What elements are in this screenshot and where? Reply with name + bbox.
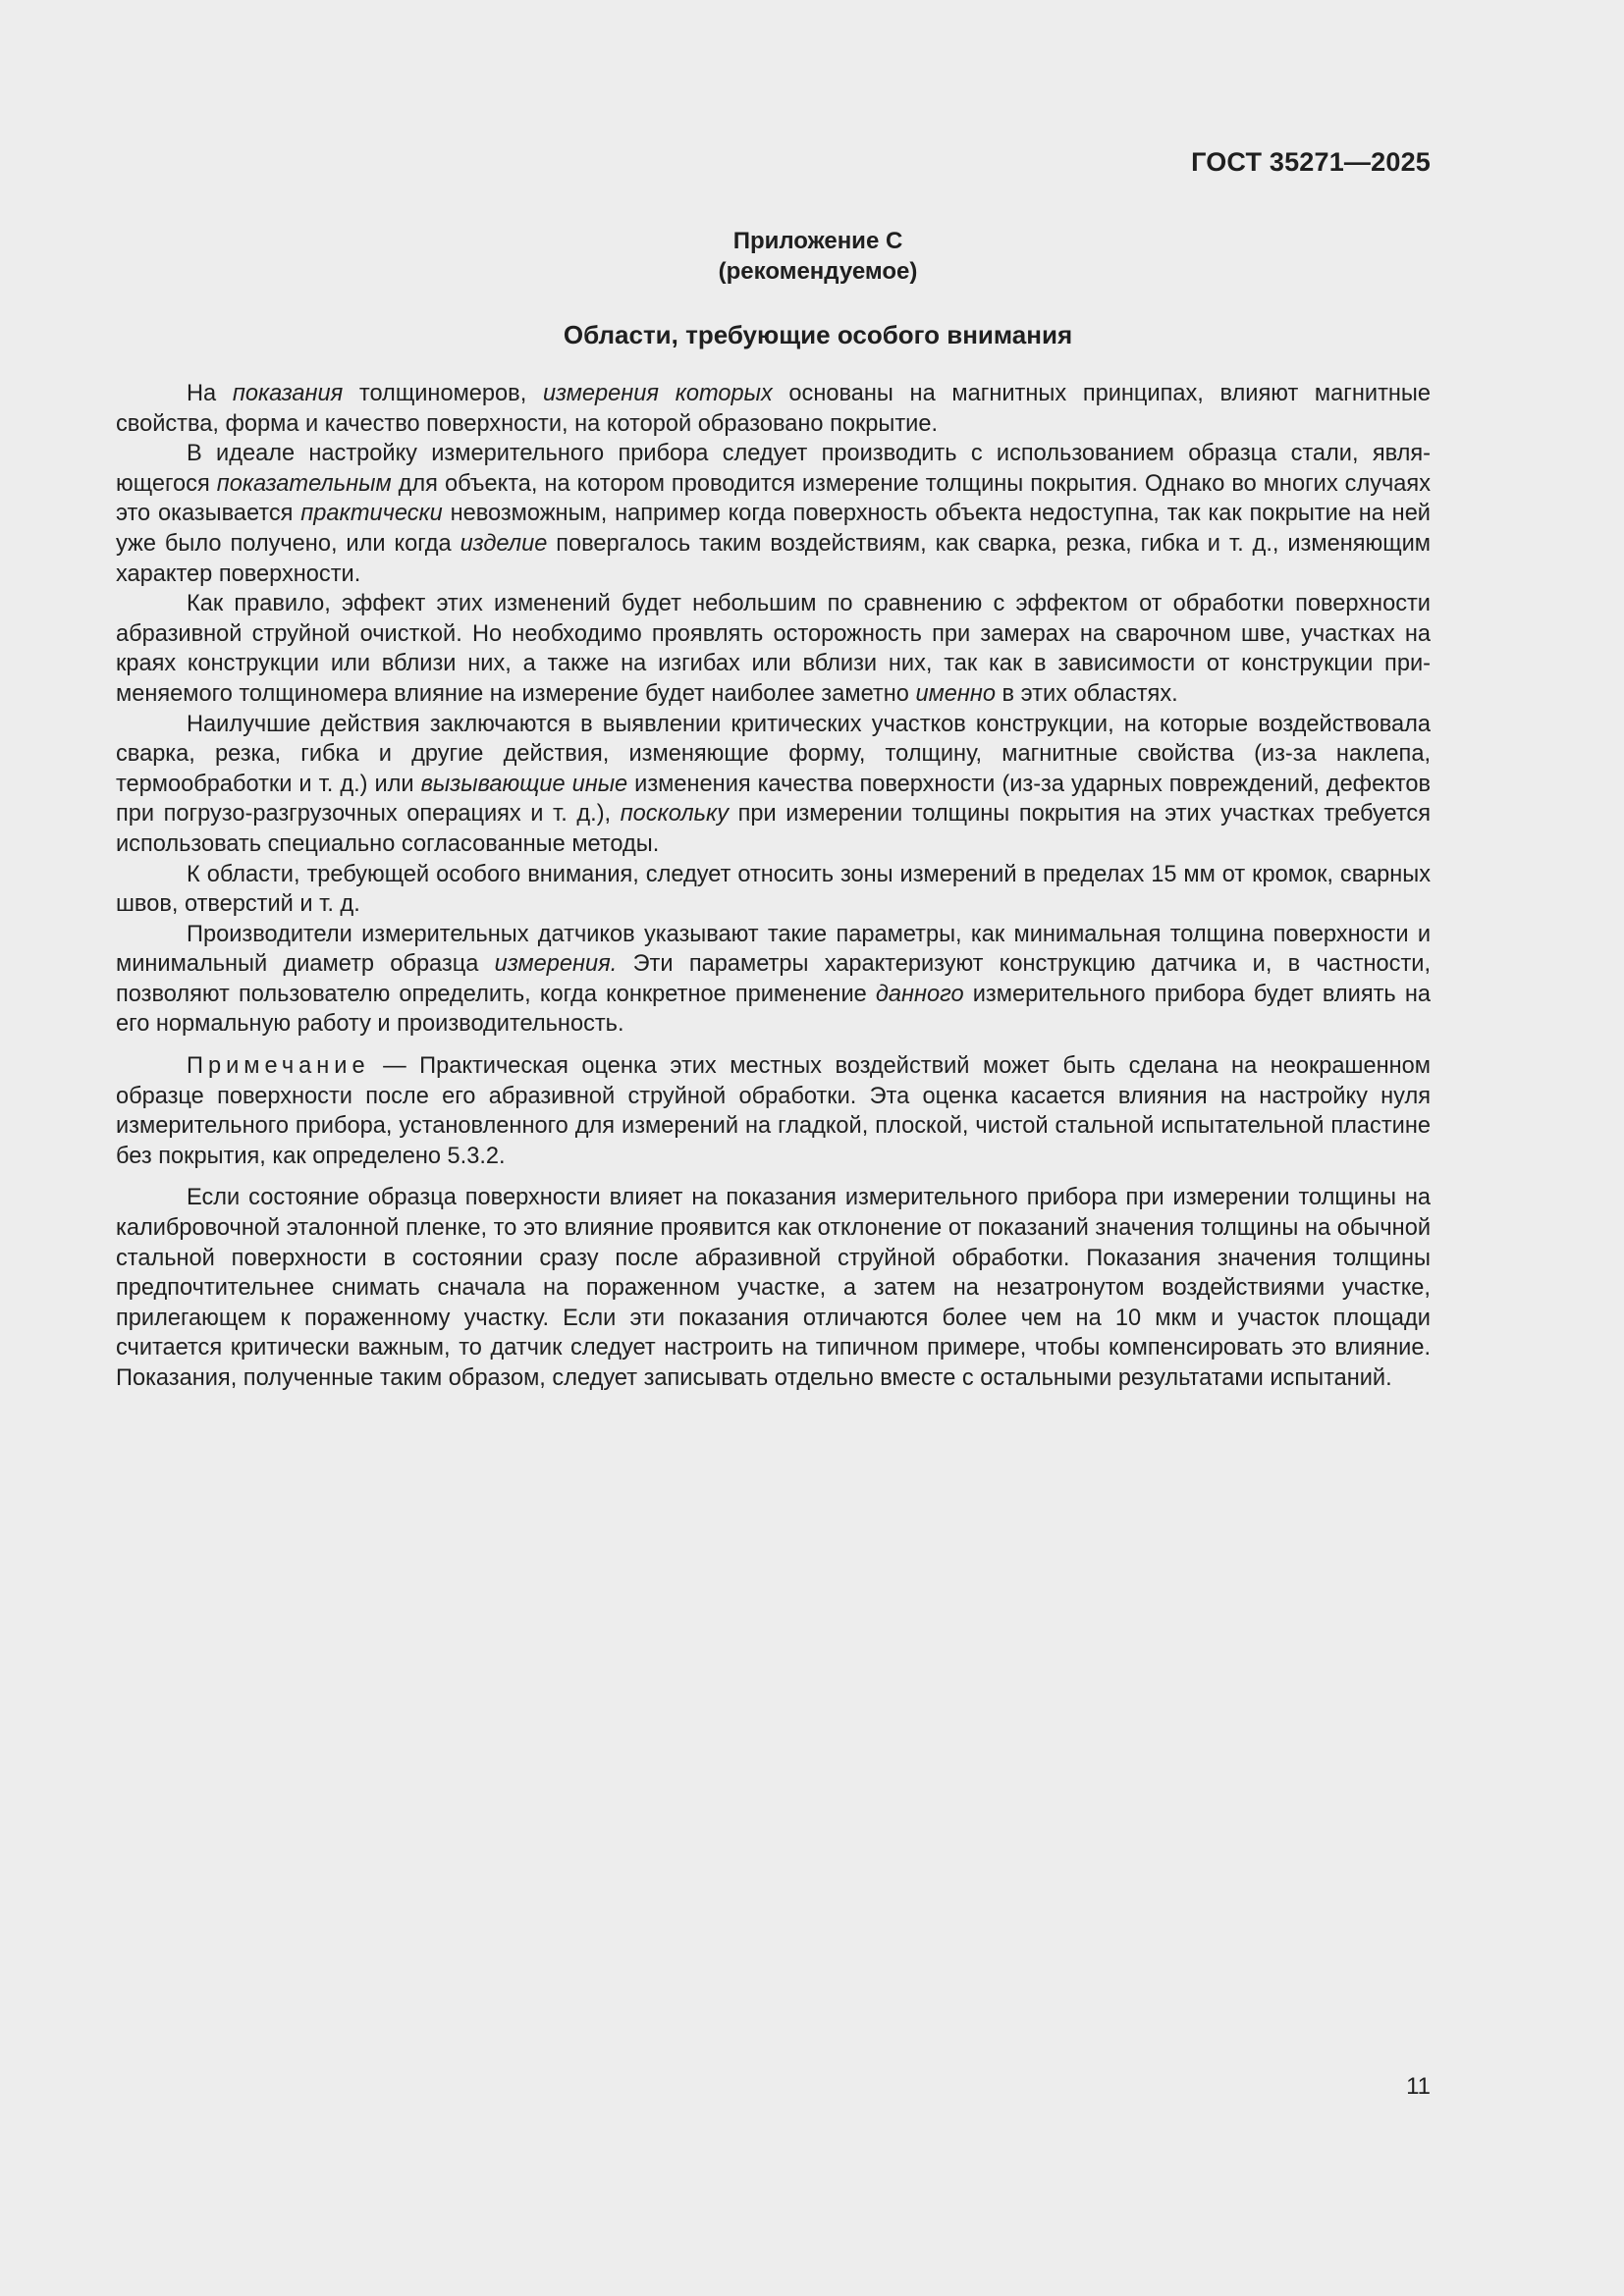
- paragraph-5: К области, требующей особого внимания, следует относить зоны измерений в пределах 15 мм от кромок, сварных швов, отверстий и т. д.: [116, 861, 1431, 918]
- note-label: Примечание: [187, 1053, 370, 1080]
- paragraph-1: На показания толщиномеров, измерения которых основаны на магнитных принципах, влияют магнитные свойства, форма и качество поверхности, на которой образовано покрытие.: [116, 381, 1431, 437]
- page-number: 11: [1406, 2073, 1431, 2100]
- annex-status: (рекомендуемое): [718, 258, 918, 285]
- paragraph-2: В идеале настройку измерительного прибора следует производить с использованием образца стали, являющегося показательным для объекта, на котором проводится измерение толщины покрытия. Однако во многих случаях это оказывается практически невозможным, например когда поверхность объекта недоступна, так как покрытие на ней уже было получено, или когда изделие повергалось таким воздействиям, как сварка, резка, гибка и т. д., изменяющим характер поверхности.: [116, 441, 1432, 587]
- paragraph-7: Если состояние образца поверхности влияет на показания измерительного прибора при измерении толщины на калибровочной эталонной пленке, то это влияние проявится как отклонение от показаний значения толщины на обычной стальной поверхности в состоянии сразу после абразивной струйной обработки. Показания значения толщины предпочтительнее снимать сначала на пораженном участке, а затем на незатронутом воздействиями участке, прилегающем к пораженному участку. Если эти показания отличаются более чем на 10 мкм и участок площади считается критически важным, то датчик следует настроить на типичном примере, чтобы компенсировать это влияние. Показания, полученные таким образом, следует записывать отдельно вместе с остальными результатами испытаний.: [116, 1185, 1431, 1391]
- note-paragraph: Примечание — Практическая оценка этих местных воздействий может быть сделана на неокрашенном образце поверхности после его абразивной струйной обработки. Эта оценка касается влияния на настройку нуля измерительного прибора, установленного для измерений на гладкой, плоской, чистой стальной испытательной пластине без покрытия, как определено 5.3.2.: [116, 1053, 1431, 1169]
- document-code: ГОСТ 35271—2025: [1191, 147, 1431, 177]
- paragraph-6: Производители измерительных датчиков указывают такие параметры, как минимальная толщина поверхности и минимальный диаметр образца измерения. Эти параметры характеризуют конструкцию датчика и, в частности, позволяют пользователю определить, когда конкретное применение данного измерительного прибора будет влиять на его нормальную работу и производительность.: [116, 921, 1432, 1038]
- paragraph-4: Наилучшие действия заключаются в выявлении критических участков конструкции, на которые воздействовала сварка, резка, гибка и другие действия, изменяющие форму, толщину, магнитные свойства (из-за наклепа, термообработки и т. д.) или вызывающие иные изменения качества поверхности (из-за ударных повреждений, дефектов при погрузо-разгрузочных операциях и т. д.), поскольку при измерении толщины покрытия на этих участках требуется использовать специально согласованные методы.: [116, 711, 1432, 857]
- body-text: [116, 379, 1431, 1394]
- paragraph-3: Как правило, эффект этих изменений будет небольшим по сравнению с эффектом от обработки поверхности абразивной струйной очисткой. Но необходимо проявлять осторожность при замерах на сварочном шве, участках на краях конструкции или вблизи них, а также на изгибах или вблизи них, так как в зависимости от конструкции применяемого толщиномера влияние на измерение будет наиболее заметно именно в этих областях.: [116, 591, 1431, 707]
- section-heading: Области, требующие особого внимания: [563, 320, 1073, 349]
- annex-title: Приложение С: [732, 228, 903, 254]
